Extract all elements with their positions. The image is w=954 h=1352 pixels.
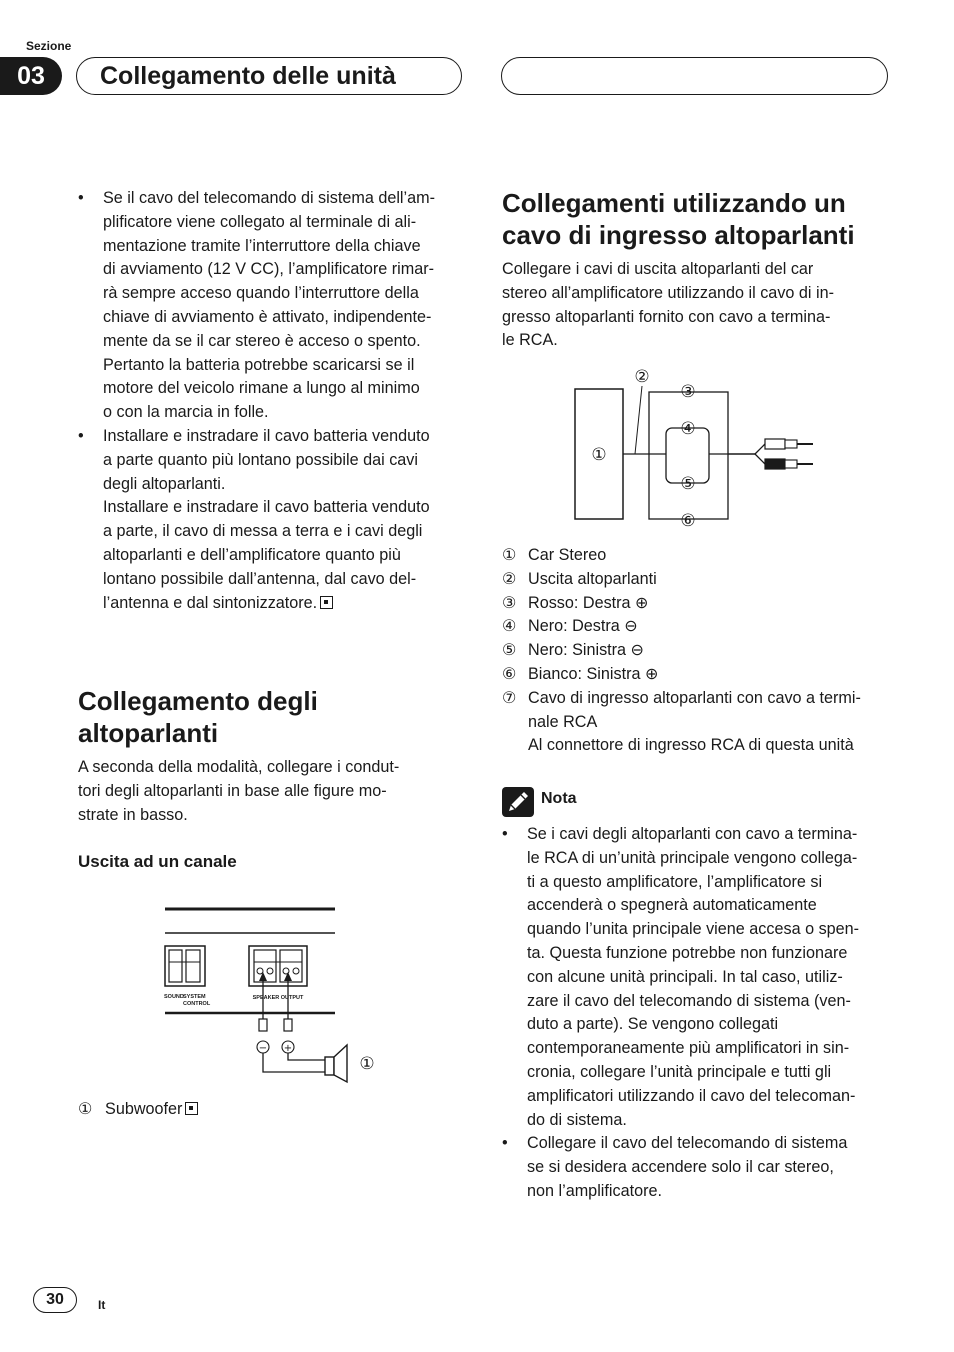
text-line: amplificatori utilizzando il cavo del telecoman- — [527, 1086, 856, 1105]
speaker-input-paragraph — [502, 258, 902, 353]
wire-ferrule — [259, 1019, 267, 1031]
text-line: Nero: Destra ⊖ — [528, 617, 638, 636]
text-line: stereo all’amplificatore utilizzando il cavo di in- — [502, 283, 834, 302]
text-line: Installare e instradare il cavo batteria venduto — [103, 498, 430, 517]
text-line: gresso altoparlanti fornito con cavo a termina- — [502, 307, 831, 326]
text-line: Nero: Sinistra ⊖ — [528, 641, 645, 660]
terminal-screw — [293, 968, 299, 974]
text-line: Uscita altoparlanti — [528, 569, 657, 588]
arrow-head — [259, 972, 267, 981]
text-line: duto a parte). Se vengono collegati — [527, 1015, 779, 1034]
plus-sign: + — [283, 1043, 293, 1054]
text-line: ti a questo amplificatore, l’amplificatore si — [527, 872, 823, 891]
rca-plug-icon — [765, 459, 785, 469]
language-code: It — [98, 1298, 106, 1312]
text-line: mente da se il car stereo è acceso o spento. — [103, 331, 421, 350]
text-line: do di sistema. — [527, 1110, 627, 1129]
legend-number: ⑥ — [502, 664, 517, 683]
text-line: Al connettore di ingresso RCA di questa unità — [528, 736, 854, 755]
text-line: tori degli altoparlanti in base alle figure mo- — [78, 781, 387, 800]
text-line: motore del veicolo rimane a lungo al minimo — [103, 379, 420, 398]
callout-3: ③ — [680, 382, 696, 402]
wire-ferrule — [284, 1019, 292, 1031]
text-line: plificatore viene collegato al terminale di ali- — [103, 212, 417, 231]
note-title: Nota — [541, 790, 577, 807]
legend-number: ① — [78, 1100, 93, 1118]
text-line: altoparlanti e dell’amplificatore quanto più — [103, 545, 401, 564]
legend-item — [502, 568, 902, 592]
legend-number: ④ — [502, 617, 517, 636]
control-label: CONTROL — [183, 1001, 211, 1007]
callout-1: ① — [359, 1054, 375, 1074]
subwoofer-speaker-icon — [325, 1057, 334, 1075]
legend-number: ② — [502, 569, 517, 588]
text-line: a parte, il cavo di messa a terra e i cavi degli — [103, 522, 423, 541]
rca-plug-sleeve — [785, 440, 797, 448]
speaker-output-terminal — [249, 946, 307, 986]
text-line: • Installare e instradare il cavo batteria venduto — [103, 426, 430, 445]
legend-item — [502, 687, 902, 758]
text-line: • Se i cavi degli altoparlanti con cavo a termina- — [527, 825, 858, 843]
legend-item — [502, 663, 902, 687]
subheading-single-channel: Uscita ad un canale — [78, 852, 237, 871]
text-line: • Collegare il cavo del telecomando di sistema — [527, 1134, 848, 1153]
text-line: accenderà o spegnerà automaticamente — [527, 896, 817, 915]
legend-number: ⑦ — [502, 688, 517, 707]
speaker-input-cable-diagram — [565, 364, 835, 534]
text-line: quando l’unita principale viene accesa o spen- — [527, 920, 860, 939]
text-line: a parte quanto più lontano possibile dai cavi — [103, 450, 418, 469]
speaker-wire-positive — [288, 1053, 325, 1060]
terminal-slot — [169, 950, 182, 982]
end-of-section-icon — [185, 1102, 198, 1115]
diagram1-legend — [78, 1098, 198, 1122]
left-bullet-list — [78, 187, 468, 615]
list-item — [502, 823, 902, 1132]
text-line: cronia, collegare l’unità principale e tutti gli — [527, 1062, 832, 1081]
legend-number: ① — [502, 546, 517, 564]
text-line: Pertanto la batteria potrebbe scaricarsi se il — [103, 355, 415, 374]
text-line: Rosso: Destra ⊕ — [528, 593, 649, 612]
legend-item — [502, 592, 902, 616]
leader-line — [635, 386, 642, 454]
single-channel-wiring-diagram — [160, 902, 390, 1092]
text-line: mentazione tramite l’interruttore della chiave — [103, 236, 421, 255]
legend-text: Subwoofer — [105, 1100, 183, 1118]
text-line: le RCA. — [502, 331, 558, 350]
text-line: degli altoparlanti. — [103, 474, 226, 493]
speaker-wire-negative — [263, 1053, 325, 1072]
page-title: Collegamento delle unità — [100, 62, 396, 90]
callout-2: ② — [634, 367, 650, 387]
legend-item — [502, 544, 902, 568]
page-number: 30 — [33, 1287, 77, 1313]
terminal-slot — [280, 950, 302, 982]
callout-5: ⑤ — [680, 474, 696, 494]
text-line: A seconda della modalità, collegare i condut- — [78, 758, 400, 776]
legend-number: ③ — [502, 593, 517, 612]
minus-sign: − — [258, 1043, 268, 1054]
section-heading-speakers — [78, 685, 468, 749]
heading-line: altoparlanti — [78, 718, 219, 748]
text-line: le RCA di un’unità principale vengono collega- — [527, 848, 858, 867]
text-line: se si desidera accendere solo il car stereo, — [527, 1158, 834, 1177]
callout-1: ① — [591, 445, 607, 465]
sound-label: SOUND — [164, 994, 184, 1000]
note-pencil-icon — [502, 787, 534, 817]
text-line: di avviamento (12 V CC), l’amplificatore rimar- — [103, 260, 435, 279]
list-item — [78, 425, 468, 615]
rca-plug-sleeve — [785, 460, 797, 468]
speakers-paragraph — [78, 756, 468, 827]
list-item — [502, 1132, 902, 1203]
terminal-slot — [186, 950, 200, 982]
end-of-section-icon — [320, 596, 333, 609]
text-line: Cavo di ingresso altoparlanti con cavo a termi- — [528, 688, 861, 707]
section-label: Sezione — [26, 39, 72, 53]
header-empty-frame — [501, 57, 888, 95]
text-line: • Se il cavo del telecomando di sistema dell’am- — [103, 189, 436, 207]
text-line: ta. Questa funzione potrebbe non funzionare — [527, 943, 848, 962]
text-line: zare il cavo del telecomando di sistema (ven- — [527, 991, 851, 1010]
text-line: non l’amplificatore. — [527, 1181, 662, 1200]
legend-item — [502, 615, 902, 639]
text-line: nale RCA — [528, 712, 598, 731]
text-line: lontano possibile dall’antenna, dal cavo del- — [103, 569, 417, 588]
heading-line: cavo di ingresso altoparlanti — [502, 220, 855, 250]
text-line: rà sempre acceso quando l’interruttore della — [103, 284, 419, 303]
system-control-terminal — [165, 946, 205, 986]
heading-line: Collegamento degli — [78, 686, 318, 716]
section-heading-speaker-input — [502, 187, 902, 251]
diagram2-legend — [502, 544, 902, 758]
cable — [755, 444, 765, 454]
arrow-head — [284, 972, 292, 981]
pencil-body — [509, 792, 528, 811]
list-item — [78, 187, 468, 425]
callout-4: ④ — [680, 419, 696, 439]
pencil-icon — [502, 787, 534, 817]
speaker-cone — [334, 1045, 347, 1082]
system-label: SYSTEM — [183, 994, 206, 1000]
heading-line: Collegamenti utilizzando un — [502, 188, 846, 218]
text-span: l’antenna e dal sintonizzatore. — [103, 593, 318, 612]
text-line: contemporaneamente più amplificatori in sin- — [527, 1039, 850, 1058]
legend-item — [502, 639, 902, 663]
text-line: Car Stereo — [528, 546, 607, 564]
outer-wire-pair — [649, 392, 728, 519]
callout-6: ⑥ — [680, 511, 696, 531]
cable — [755, 454, 765, 464]
rca-plug-icon — [765, 439, 785, 449]
note-bullet-list — [502, 823, 902, 1204]
section-number-badge: 03 — [0, 57, 62, 95]
terminal-screw — [267, 968, 273, 974]
text-line: strate in basso. — [78, 805, 188, 824]
text-line: con alcune unità principali. In tal caso, utiliz- — [527, 967, 843, 986]
text-line: Bianco: Sinistra ⊕ — [528, 664, 659, 683]
text-line: chiave di avviamento è attivato, indipendente- — [103, 307, 432, 326]
text-line — [103, 592, 468, 616]
speaker-output-label: SPEAKER OUTPUT — [252, 995, 304, 1001]
legend-number: ⑤ — [502, 641, 517, 660]
text-line: Collegare i cavi di uscita altoparlanti del car — [502, 260, 814, 278]
text-line: o con la marcia in folle. — [103, 403, 269, 422]
terminal-screw — [257, 968, 263, 974]
